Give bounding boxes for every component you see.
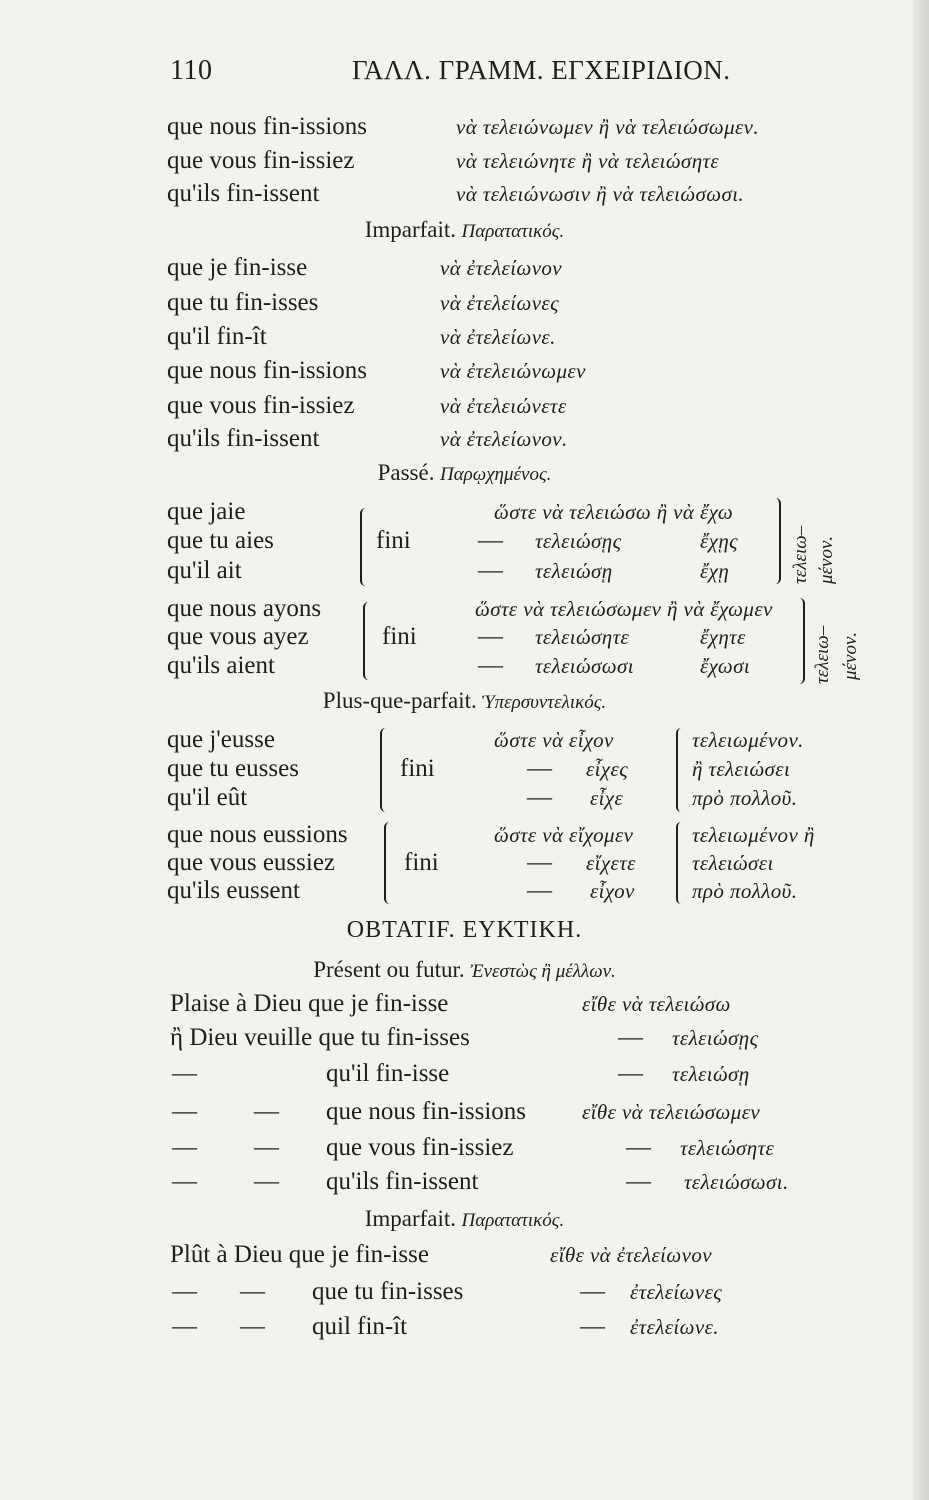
conjugation-line [0, 424, 929, 454]
greek-complement: τελειωμένον. [692, 728, 804, 752]
heading-greek: Ὑπερσυντελικός. [482, 692, 607, 713]
conjugation-line [0, 1023, 929, 1053]
greek-form: τελειώσῃ [535, 559, 613, 583]
ditto-dash: — [580, 1278, 605, 1305]
ditto-dash: — [618, 1060, 643, 1087]
french-form: que j'eusse [167, 726, 275, 753]
conjugation-line [0, 497, 929, 527]
greek-form: νὰ τελειώνωμεν ἢ νὰ τελειώσωμεν. [456, 115, 760, 139]
page-number: 110 [170, 55, 213, 86]
french-form: qu'ils aient [167, 652, 275, 679]
conjugation-line [0, 1240, 929, 1270]
section-heading [0, 460, 929, 488]
heading-greek: Παρατατικός. [461, 1210, 565, 1231]
participle-fini: fini [376, 527, 411, 554]
greek-complement: ἢ τελειώσει [692, 757, 791, 781]
ditto-dash: — [254, 1134, 279, 1161]
section-heading [0, 1206, 929, 1234]
greek-form: τελειώσῃς [672, 1026, 759, 1050]
left-brace [676, 728, 686, 812]
greek-form: ὥστε νὰ εἶχον [494, 728, 614, 752]
ditto-dash: — [478, 652, 503, 679]
greek-form: τελειώσῃ [672, 1062, 750, 1086]
greek-complement: πρὸ πολλοῦ. [692, 879, 798, 903]
greek-form: τελειώσῃς [535, 529, 622, 553]
french-form: qu'il fin-ît [167, 323, 267, 350]
conjugation-line [0, 989, 929, 1019]
french-form: que jaie [167, 498, 246, 525]
heading-greek: Ἐνεστὼς ἢ μέλλων. [470, 961, 616, 982]
heading-french: Imparfait. [364, 1206, 457, 1231]
french-form: que tu aies [167, 527, 274, 554]
greek-auxiliary: ἔχητε [700, 625, 746, 649]
conjugation-line [0, 146, 929, 176]
ditto-dash: — [478, 557, 503, 584]
french-form: qu'ils fin-issent [326, 1168, 479, 1195]
ditto-dash: — [580, 1313, 605, 1340]
greek-complement: τελειωμένον ἢ [692, 823, 815, 847]
french-form: que vous ayez [167, 623, 309, 650]
french-form: que vous fin-issiez [167, 147, 355, 174]
greek-form: τελειώσητε [535, 625, 630, 649]
page-edge-shadow [913, 0, 929, 1500]
heading-french: Plus-que-parfait. [322, 688, 477, 713]
french-form: que vous fin-issiez [167, 392, 355, 419]
greek-form: τελειώσωσι [535, 654, 635, 678]
greek-form: εἶχον [590, 879, 635, 903]
ditto-dash: — [527, 849, 552, 876]
greek-form: νὰ τελειώνωσιν ἢ νὰ τελειώσωσι. [456, 182, 745, 206]
greek-form: ὥστε νὰ τελειώσω ἢ νὰ ἔχω [494, 500, 734, 524]
right-brace [770, 498, 781, 584]
left-brace [384, 822, 395, 904]
greek-form: εἴθε νὰ τελειώσωμεν [582, 1100, 761, 1124]
greek-form: τελειώσωσι. [684, 1170, 789, 1194]
french-form: qu'ils fin-issent [167, 425, 320, 452]
left-brace [360, 508, 371, 586]
participle-fini: fini [404, 849, 439, 876]
conjugation-line [0, 179, 929, 209]
greek-form: εἴθε νὰ τελειώσω [582, 992, 731, 1016]
section-heading [0, 688, 929, 716]
ditto-dash: — [172, 1060, 197, 1087]
greek-form: ὥστε νὰ εἴχομεν [494, 823, 634, 847]
ditto-dash: — [527, 784, 552, 811]
left-brace [380, 728, 391, 812]
french-form: que nous fin-issions [167, 357, 367, 384]
ditto-dash: — [254, 1098, 279, 1125]
greek-form: ἐτελείωνες [630, 1280, 723, 1304]
conjugation-line [0, 1312, 929, 1342]
conjugation-line [0, 783, 929, 813]
right-brace [794, 598, 805, 684]
heading-french: Imparfait. [364, 217, 457, 242]
conjugation-line [0, 754, 929, 784]
ditto-dash: — [626, 1134, 651, 1161]
french-form: Plût à Dieu que je fin-isse [170, 1241, 429, 1268]
french-form: que nous fin-issions [167, 113, 367, 140]
greek-form: νὰ ἐτελείωνον [440, 256, 563, 280]
ditto-dash: — [240, 1313, 265, 1340]
conjugation-line [0, 848, 929, 878]
french-form: que nous fin-issions [326, 1098, 526, 1125]
greek-form: νὰ ἐτελείωνε. [440, 325, 556, 349]
french-form: qu'il ait [167, 557, 242, 584]
french-form: quil fin-ît [312, 1313, 408, 1340]
participle-fini: fini [382, 623, 417, 650]
conjugation-line [0, 1133, 929, 1163]
conjugation-line [0, 391, 929, 421]
heading-french: Passé. [377, 460, 435, 485]
ditto-dash: — [240, 1278, 265, 1305]
greek-complement: τελειώσει [692, 851, 774, 875]
left-brace [676, 822, 686, 904]
french-form: que je fin-isse [167, 254, 308, 281]
ditto-dash: — [172, 1313, 197, 1340]
conjugation-line [0, 356, 929, 386]
side-word-upper: τελειω– [790, 525, 811, 584]
section-heading [0, 957, 929, 985]
french-form: Plaise à Dieu que je fin-isse [170, 990, 449, 1017]
greek-form: τελειώσητε [680, 1136, 775, 1160]
conjugation-line [0, 253, 929, 283]
left-brace [363, 602, 374, 680]
greek-form: ὥστε νὰ τελειώσωμεν ἢ νὰ ἔχωμεν [475, 597, 773, 621]
greek-form: νὰ ἐτελειώνετε [440, 394, 567, 418]
ditto-dash: — [172, 1134, 197, 1161]
heading-french: Présent ou futur. [313, 957, 465, 982]
conjugation-line [0, 288, 929, 318]
greek-form: εἴθε νὰ ἐτελείωνον [550, 1243, 712, 1267]
running-title: ΓΑΛΛ. ΓΡΑΜΜ. ΕΓΧΕΙΡΙΔΙΟΝ. [352, 55, 731, 85]
greek-form: ἐτελείωνε. [630, 1315, 719, 1339]
participle-fini: fini [400, 755, 435, 782]
greek-form: νὰ ἐτελείωνες [440, 291, 560, 315]
ditto-dash: — [626, 1168, 651, 1195]
conjugation-line [0, 876, 929, 906]
ditto-dash: — [172, 1098, 197, 1125]
french-form: que tu fin-isses [312, 1278, 464, 1305]
conjugation-line [0, 651, 929, 681]
heading-greek: Παρατατικός. [461, 221, 565, 242]
conjugation-line [0, 820, 929, 850]
greek-auxiliary: ἔχῃ [700, 559, 730, 583]
ditto-dash: — [618, 1024, 643, 1051]
french-form: qu'ils eussent [167, 877, 300, 904]
french-form: que vous fin-issiez [326, 1134, 514, 1161]
greek-auxiliary: ἔχωσι [700, 654, 751, 678]
french-form: que nous eussions [167, 821, 348, 848]
conjugation-line [0, 594, 929, 624]
french-form: qu'ils fin-issent [167, 180, 320, 207]
conjugation-line [0, 112, 929, 142]
ditto-dash: — [172, 1278, 197, 1305]
mood-title: OBTATIF. ΕΥΚΤΙΚΗ. [346, 917, 583, 943]
conjugation-line [0, 1277, 929, 1307]
conjugation-line [0, 1097, 929, 1127]
french-form: que vous eussiez [167, 849, 336, 876]
ditto-dash: — [527, 877, 552, 904]
french-form: qu'il fin-isse [326, 1060, 450, 1087]
ditto-dash: — [478, 623, 503, 650]
french-form: que nous ayons [167, 595, 322, 622]
french-form: qu'il eût [167, 784, 248, 811]
heading-greek: Παρῳχημένος. [439, 464, 552, 485]
conjugation-line [0, 1059, 929, 1089]
greek-form: εἶχες [586, 757, 629, 781]
greek-complement: πρὸ πολλοῦ. [692, 786, 798, 810]
conjugation-line [0, 725, 929, 755]
side-word-lower: τελειω– [812, 625, 833, 684]
ditto-dash: — [527, 755, 552, 782]
greek-form: εἴχετε [586, 851, 636, 875]
conjugation-line [0, 322, 929, 352]
greek-auxiliary: ἔχῃς [700, 529, 739, 553]
ditto-dash: — [478, 527, 503, 554]
greek-form: νὰ ἐτελείωνον. [440, 427, 568, 451]
side-word-lower: μένον. [840, 631, 861, 680]
french-form: ἢ Dieu veuille que tu fin-isses [170, 1024, 470, 1051]
ditto-dash: — [254, 1168, 279, 1195]
ditto-dash: — [172, 1168, 197, 1195]
greek-form: εἶχε [590, 786, 624, 810]
conjugation-line [0, 1167, 929, 1197]
french-form: que tu fin-isses [167, 289, 319, 316]
greek-form: νὰ ἐτελειώνωμεν [440, 359, 586, 383]
conjugation-line [0, 622, 929, 652]
french-form: que tu eusses [167, 755, 299, 782]
greek-form: νὰ τελειώνητε ἢ νὰ τελειώσητε [456, 149, 720, 173]
side-word-upper: μένον. [816, 535, 837, 584]
section-heading [0, 217, 929, 245]
